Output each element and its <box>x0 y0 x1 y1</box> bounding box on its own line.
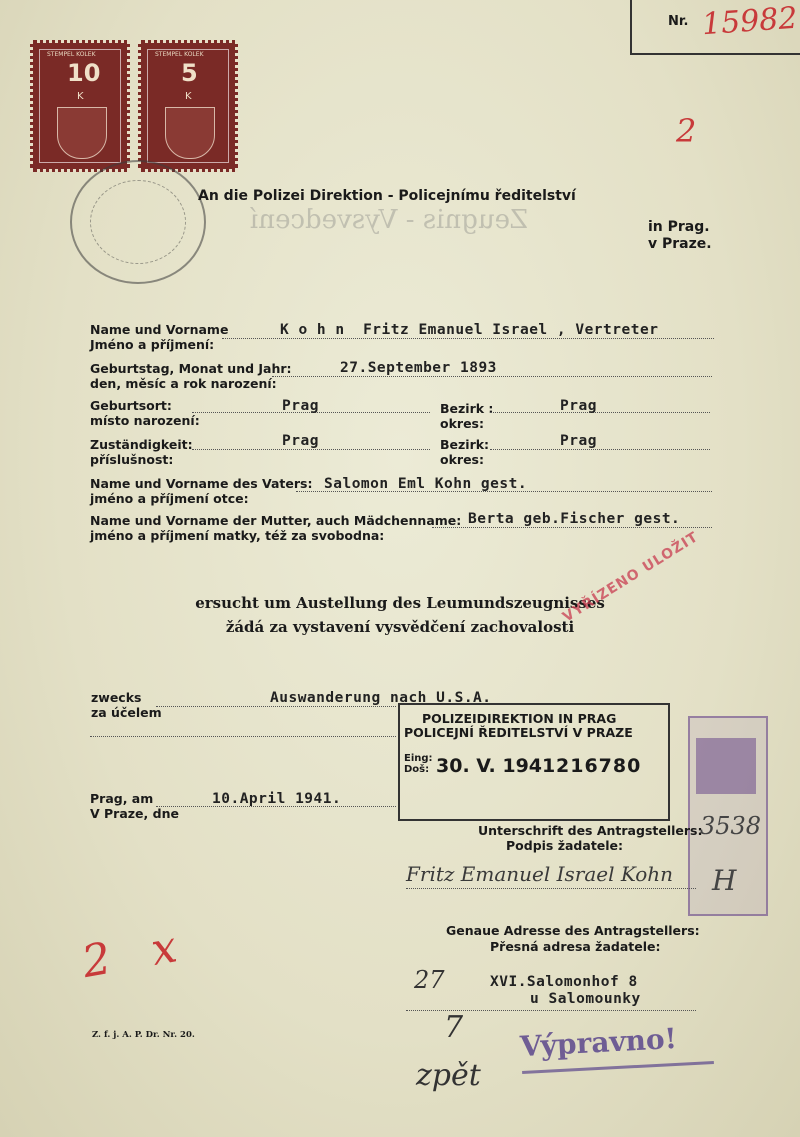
birthdate-value: 27.September 1893 <box>340 360 497 376</box>
applicant-signature: Fritz Emanuel Israel Kohn <box>406 862 674 886</box>
request-line-cz: žádá za vystavení vysvědčení zachovalosti <box>225 618 575 636</box>
mother-value: Berta geb.Fischer gest. <box>468 511 681 527</box>
addressee-city-de: in Prag. <box>648 219 710 235</box>
revenue-stamp-5 <box>138 40 238 172</box>
request-line-de: ersucht um Austellung des Leumundszeugnisses <box>195 594 605 612</box>
stamp-value: 10 <box>67 59 101 87</box>
side-letter: H <box>712 864 737 897</box>
domicile-value: Prag <box>282 433 319 449</box>
address-prefix: 27 <box>414 966 445 994</box>
mother-label-de: Name und Vorname der Mutter, auch Mädchenname: <box>90 513 462 528</box>
police-stamp-eing: Eing: Doš: <box>404 753 433 775</box>
settled-stamp: VYŘÍZENO ULOŽIT <box>560 528 702 626</box>
dispatch-stamp: Výpravno! <box>519 1021 678 1064</box>
number-label: Nr. <box>668 14 689 29</box>
birthplace-label-de: Geburtsort: <box>90 398 172 413</box>
addressee-city-cz: v Praze. <box>648 236 712 252</box>
birthdate-label-de: Geburtstag, Monat und Jahr: <box>90 361 292 376</box>
signature-label-de: Unterschrift des Antragstellers: <box>478 823 703 838</box>
domicile-district-label-cz: okres: <box>440 452 484 467</box>
handwritten-seven: 7 <box>444 1010 464 1045</box>
round-seal-icon <box>70 160 206 284</box>
stamp-unit: K <box>77 91 84 102</box>
domicile-label-cz: příslušnost: <box>90 452 174 467</box>
purpose-label-cz: za účelem <box>91 705 162 720</box>
domicile-district-label-de: Bezirk: <box>440 437 490 452</box>
birthplace-label-cz: místo narození: <box>90 413 200 428</box>
folio-number: 2 <box>676 112 697 150</box>
name-label-de: Name und Vorname <box>90 322 229 337</box>
revenue-stamp-10 <box>30 40 130 172</box>
side-number: 3538 <box>700 812 762 840</box>
domicile-label-de: Zuständigkeit: <box>90 437 193 452</box>
addressee-line: An die Polizei Direktion - Policejnímu ředitelství <box>198 188 576 204</box>
police-stamp-line1: POLIZEIDIREKTION IN PRAG <box>422 711 617 726</box>
stamp-top-text: STEMPEL KOLEK <box>47 51 96 58</box>
police-stamp-number: 216780 <box>556 755 642 777</box>
birthplace-district-label-cz: okres: <box>440 416 484 431</box>
lion-emblem-icon <box>165 107 215 159</box>
police-stamp-date: 30. V. 1941 <box>436 755 556 777</box>
number-value: 15982 <box>700 0 799 43</box>
police-stamp-line2: POLICEJNÍ ŘEDITELSTVÍ V PRAZE <box>404 725 633 740</box>
address-line2: u Salomounky <box>530 991 641 1007</box>
father-value: Salomon Eml Kohn gest. <box>324 476 528 492</box>
lion-emblem-icon <box>57 107 107 159</box>
birthplace-district-value: Prag <box>560 398 597 414</box>
purpose-value: Auswanderung nach U.S.A. <box>270 690 492 706</box>
signature-label-cz: Podpis žadatele: <box>506 838 624 853</box>
form-number: Z. f. j. A. P. Dr. Nr. 20. <box>92 1030 195 1040</box>
number-box <box>630 0 800 55</box>
birthdate-label-cz: den, měsíc a rok narození: <box>90 376 277 391</box>
handwritten-return: zpět <box>416 1058 481 1093</box>
stamp-unit: K <box>185 91 192 102</box>
address-line1: XVI.Salomonhof 8 <box>490 974 638 990</box>
dispatch-underline <box>522 1061 714 1074</box>
purpose-label-de: zwecks <box>91 690 142 705</box>
stamp-value: 5 <box>181 59 198 87</box>
mother-label-cz: jméno a příjmení matky, též za svobodna: <box>90 528 385 543</box>
name-value: K o h n Fritz Emanuel Israel , Vertreter <box>280 322 659 338</box>
date-label-cz: V Praze, dne <box>90 806 179 821</box>
birthplace-value: Prag <box>282 398 319 414</box>
father-label-cz: jméno a příjmení otce: <box>90 491 249 506</box>
date-value: 10.April 1941. <box>212 791 342 807</box>
domicile-district-value: Prag <box>560 433 597 449</box>
address-label-de: Genaue Adresse des Antragstellers: <box>446 923 700 938</box>
date-label-de: Prag, am <box>90 791 154 806</box>
stamp-top-text: STEMPEL KOLEK <box>155 51 204 58</box>
name-label-cz: Jméno a příjmení: <box>90 337 215 352</box>
handwritten-count: 2 x <box>78 918 195 989</box>
address-label-cz: Přesná adresa žadatele: <box>490 939 661 954</box>
birthplace-district-label-de: Bezirk : <box>440 401 494 416</box>
father-label-de: Name und Vorname des Vaters: <box>90 476 313 491</box>
police-receipt-stamp <box>398 703 670 821</box>
faded-heading: Zeugnis - Vysvedcení <box>250 205 529 235</box>
